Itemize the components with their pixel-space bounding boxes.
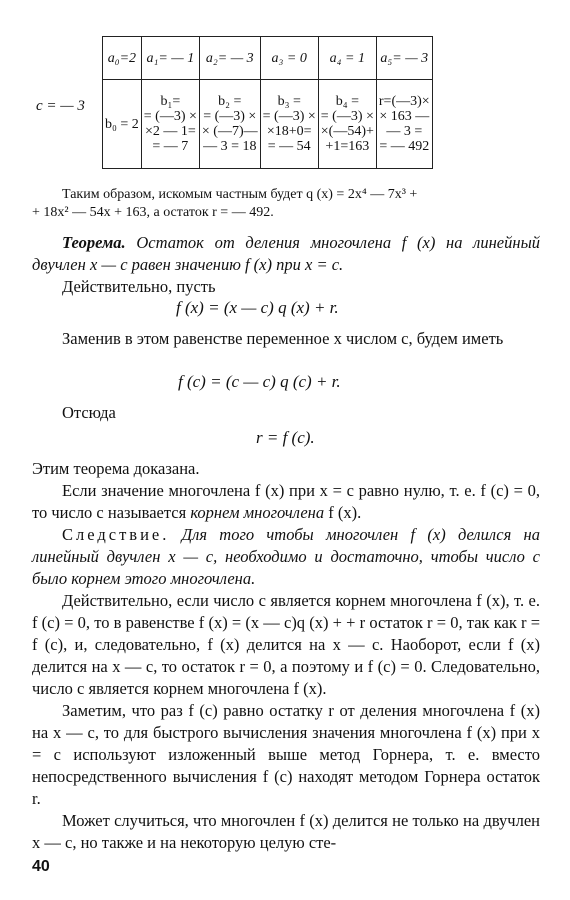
table-cell: a₅= — 3 xyxy=(376,37,432,80)
cell-line: = — 492 xyxy=(379,139,430,154)
theorem-title: Теорема. xyxy=(62,233,126,252)
cell-line: ×(—54)+ xyxy=(320,124,374,139)
theorem-paragraph xyxy=(32,232,540,298)
table-cell xyxy=(260,80,318,169)
note-paragraph: Заметим, что раз f (c) равно остатку r от деления многочлена f (x) на x — c, то для быстрого вычисления значения многочлена f (x) при x = c используют изложенный выше метод Горнера, т. е. вместо непосредственного вычисления f (c) находят методом Горнера остаток r. xyxy=(32,701,540,808)
cell-line: × (—7)— xyxy=(201,124,258,139)
table-cell: a₄ = 1 xyxy=(318,37,376,80)
c-value-label: c = — 3 xyxy=(36,98,85,114)
proved-text: Этим теорема доказана. xyxy=(32,459,200,478)
table-cell xyxy=(103,80,142,169)
root-def-end: f (x). xyxy=(324,503,362,522)
summary-line-2: + 18x² — 54x + 163, а остаток r = — 492. xyxy=(32,205,274,220)
summary-text xyxy=(32,186,540,222)
cell-line: b₄ = xyxy=(335,94,359,109)
cell-line: = — 54 xyxy=(267,139,311,154)
formula-2: f (c) = (c — c) q (c) + r. xyxy=(178,372,341,391)
table-cell: a₁= — 1 xyxy=(141,37,199,80)
cell-line: b₂ = xyxy=(218,94,242,109)
indeed-text: Действительно, пусть xyxy=(62,277,216,296)
cell-line: b₁= xyxy=(160,94,181,109)
cell-line: — 3 = xyxy=(386,124,423,139)
proved-paragraph xyxy=(32,458,540,854)
summary-line-1: Таким образом, искомым частным будет q (x) = 2x⁴ — 7x³ + xyxy=(62,187,418,202)
hence-paragraph xyxy=(32,402,540,424)
formula-3: r = f (c). xyxy=(256,428,315,447)
page-number: 40 xyxy=(32,858,50,875)
cell-line: ×2 — 1= xyxy=(144,124,196,139)
cell-line: ×18+0= xyxy=(266,124,312,139)
root-def-term: корнем многочлена xyxy=(190,503,325,522)
theorem-text: Остаток от деления многочлена f (x) на линейный двучлен x — c равен значению f (x) при x = c. xyxy=(32,233,540,274)
cell-line: = — 7 xyxy=(152,139,189,154)
table-cell xyxy=(376,80,432,169)
table-cell: a₀=2 xyxy=(103,37,142,80)
corollary xyxy=(32,524,540,590)
root-definition xyxy=(32,480,540,524)
cell-line: = (—3) × xyxy=(143,109,197,124)
corollary-text: Для того чтобы многочлен f (x) делился на линейный двучлен x — c, необходимо и достаточно, чтобы число c было корнем этого многочлена. xyxy=(32,525,540,588)
table-cell xyxy=(141,80,199,169)
cell-line: × 163 — xyxy=(379,109,430,124)
table-cell: a₃ = 0 xyxy=(260,37,318,80)
cell-line: = (—3) × xyxy=(320,109,374,124)
cell-line: r=(—3)× xyxy=(378,94,430,109)
cell-line: = (—3) × xyxy=(262,109,316,124)
cell-line: b₃ = xyxy=(277,94,301,109)
table-header-row xyxy=(103,37,433,80)
table-row xyxy=(103,80,433,169)
horner-table xyxy=(102,36,433,169)
table-cell: a₂= — 3 xyxy=(199,37,260,80)
last-paragraph: Может случиться, что многочлен f (x) делится не только на двучлен x — c, но также и на некоторую целую сте- xyxy=(32,811,540,852)
cell-line: +1=163 xyxy=(325,139,370,154)
formula-1: f (x) = (x — c) q (x) + r. xyxy=(176,298,339,317)
corollary-title: Следствие. xyxy=(62,525,170,544)
table-cell xyxy=(199,80,260,169)
table-cell xyxy=(318,80,376,169)
root-def-text: Если значение многочлена f (x) при x = c равно нулю, т. е. f (c) = 0, то число c называется xyxy=(32,481,540,522)
cell-line: — 3 = 18 xyxy=(203,139,257,154)
cell-line: = (—3) × xyxy=(203,109,257,124)
replace-text: Заменив в этом равенстве переменное x числом c, будем иметь xyxy=(62,329,504,348)
replace-paragraph xyxy=(32,328,540,350)
proof-paragraph: Действительно, если число c является корнем многочлена f (x), т. е. f (c) = 0, то в равенстве f (x) = (x — c)q (x) + + r остаток r = 0, так как r = f (c), и, следовательно, f (x) делится на x — c. Наоборот, если f (x) делится на x — c, то остаток r = 0, а поэтому и f (c) = 0. Следовательно, число c является корнем многочлена f (x). xyxy=(32,591,540,698)
hence-text: Отсюда xyxy=(62,403,116,422)
cell-line: b₀ = 2 xyxy=(105,116,139,132)
